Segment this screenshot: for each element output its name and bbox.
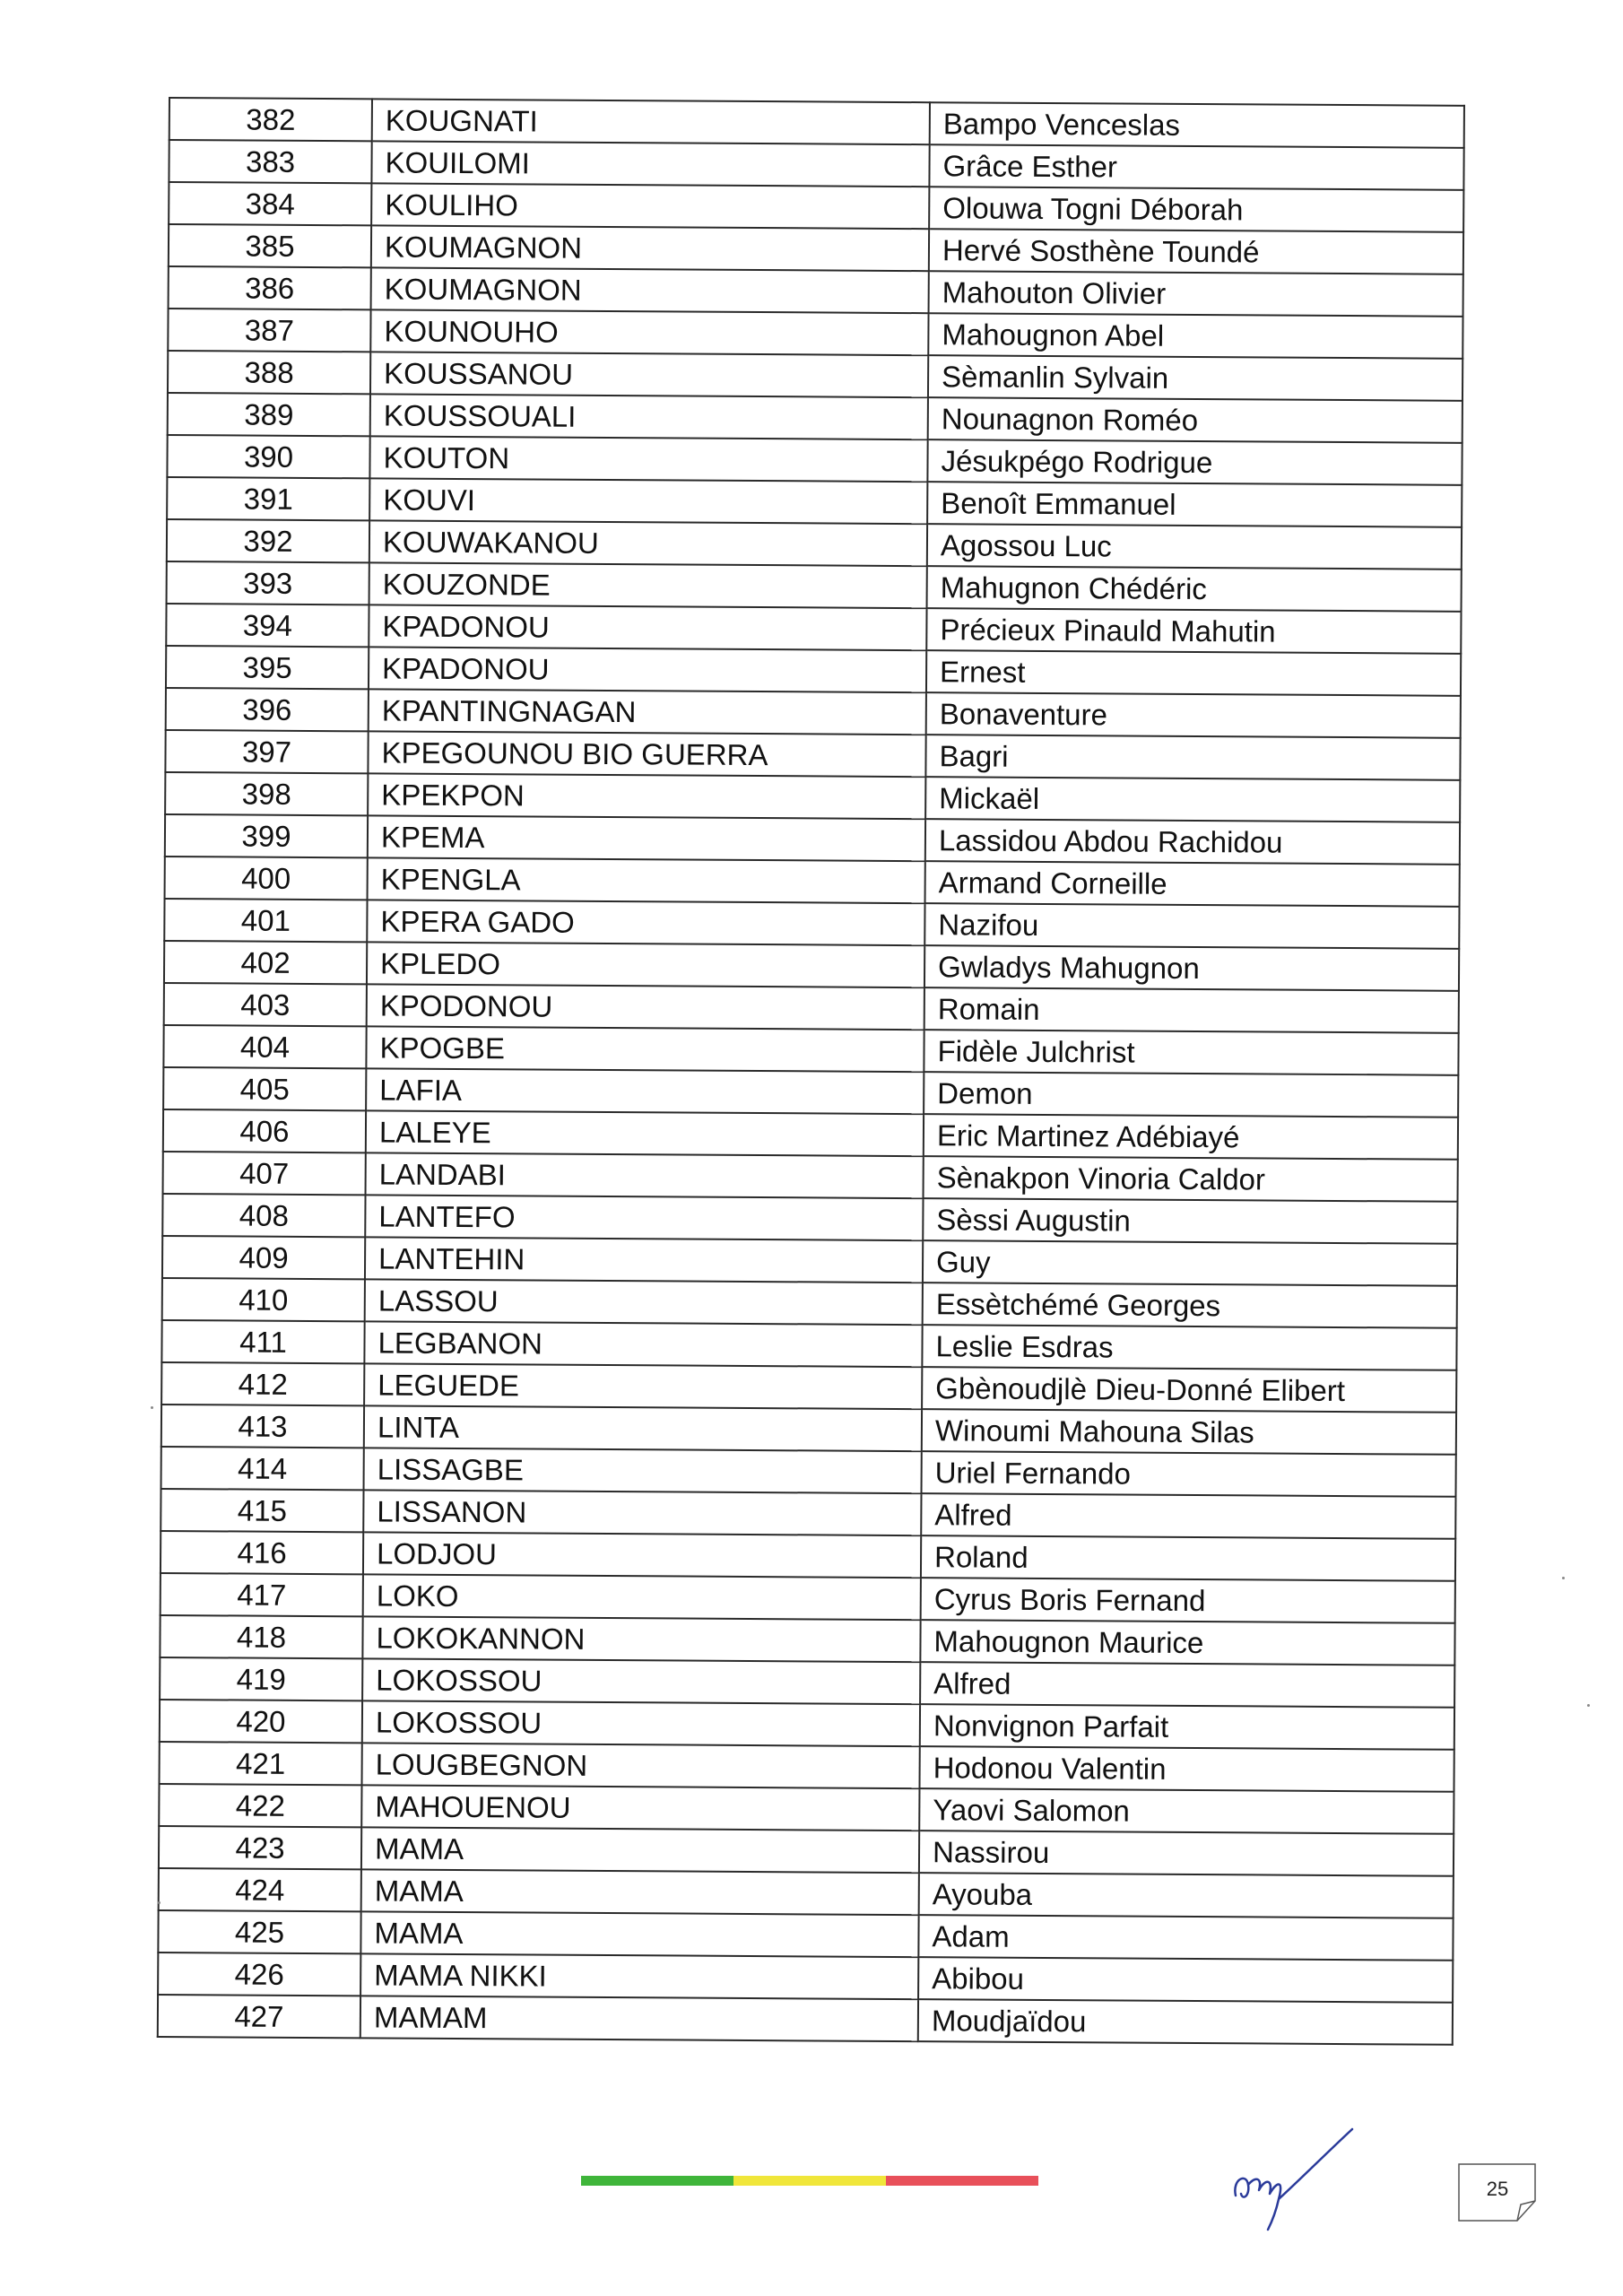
last-name-cell: KPANTINGNAGAN [369, 689, 926, 735]
first-name-cell: Winoumi Mahouna Silas [922, 1409, 1456, 1455]
first-name-cell: Ernest [926, 650, 1461, 696]
row-number-cell: 406 [163, 1109, 366, 1152]
row-number-cell: 417 [161, 1573, 363, 1616]
last-name-cell: LISSAGBE [364, 1448, 922, 1493]
first-name-cell: Hodonou Valentin [919, 1746, 1454, 1792]
signature-initials [1228, 2126, 1363, 2233]
row-number-cell: 410 [162, 1278, 365, 1321]
first-name-cell: Cyrus Boris Fernand [921, 1578, 1455, 1623]
first-name-cell: Benoît Emmanuel [927, 482, 1462, 527]
row-number-cell: 397 [165, 730, 368, 773]
last-name-cell: MAHOUENOU [361, 1785, 919, 1831]
row-number-cell: 409 [162, 1236, 365, 1279]
first-name-cell: Mickaël [925, 777, 1460, 822]
row-number-cell: 419 [160, 1657, 362, 1700]
row-number-cell: 386 [169, 266, 371, 309]
last-name-cell: KOUVI [369, 478, 927, 524]
first-name-cell: Guy [923, 1240, 1457, 1286]
row-number-cell: 385 [169, 224, 371, 267]
row-number-cell: 395 [166, 646, 369, 689]
last-name-cell: KPEKPON [368, 773, 925, 819]
last-name-cell: KPEMA [368, 815, 925, 861]
row-number-cell: 387 [168, 309, 370, 352]
last-name-cell: KPADONOU [369, 647, 926, 692]
row-number-cell: 426 [158, 1952, 360, 1996]
flag-stripe-yellow [733, 2176, 886, 2186]
flag-color-bar [581, 2176, 1038, 2186]
last-name-cell: KPENGLA [368, 857, 925, 903]
first-name-cell: Jésukpégo Rodrigue [927, 439, 1462, 485]
last-name-cell: MAMA [360, 1911, 918, 1957]
last-name-cell: LANTEHIN [365, 1237, 923, 1283]
table-row [158, 1995, 1453, 2045]
first-name-cell: Mahugnon Chédéric [927, 566, 1462, 612]
last-name-cell: LODJOU [363, 1532, 921, 1578]
row-number-cell: 390 [167, 435, 369, 478]
first-name-cell: Sèmanlin Sylvain [928, 355, 1462, 401]
last-name-cell: LALEYE [366, 1110, 924, 1156]
first-name-cell: Leslie Esdras [922, 1325, 1456, 1370]
last-name-cell: MAMA [361, 1869, 919, 1915]
row-number-cell: 427 [158, 1995, 360, 2038]
row-number-cell: 418 [160, 1615, 362, 1658]
first-name-cell: Abibou [918, 1957, 1453, 2003]
scan-speck [151, 1406, 153, 1409]
row-number-cell: 382 [169, 98, 372, 141]
first-name-cell: Bagri [925, 735, 1460, 780]
flag-stripe-red [886, 2176, 1038, 2186]
row-number-cell: 421 [160, 1742, 362, 1785]
last-name-cell: MAMAM [360, 1996, 918, 2041]
row-number-cell: 383 [169, 140, 371, 183]
roster-table [157, 97, 1465, 2046]
row-number-cell: 425 [158, 1910, 360, 1953]
last-name-cell: KPADONOU [369, 604, 926, 650]
first-name-cell: Roland [921, 1535, 1455, 1581]
first-name-cell: Sènakpon Vinoria Caldor [924, 1156, 1458, 1202]
first-name-cell: Uriel Fernando [922, 1451, 1456, 1497]
last-name-cell: LASSOU [365, 1279, 923, 1325]
row-number-cell: 413 [161, 1405, 364, 1448]
first-name-cell: Bampo Venceslas [930, 102, 1464, 148]
last-name-cell: KOUSSANOU [370, 352, 928, 397]
row-number-cell: 401 [164, 899, 367, 942]
first-name-cell: Grâce Esther [929, 144, 1463, 190]
first-name-cell: Nounagnon Roméo [928, 397, 1462, 443]
last-name-cell: KPERA GADO [367, 900, 924, 945]
last-name-cell: KOUWAKANOU [369, 520, 927, 566]
first-name-cell: Romain [924, 987, 1459, 1033]
first-name-cell: Hervé Sosthène Toundé [929, 229, 1463, 274]
row-number-cell: 415 [161, 1489, 363, 1532]
first-name-cell: Gwladys Mahugnon [924, 945, 1459, 991]
row-number-cell: 412 [161, 1362, 364, 1405]
first-name-cell: Nassirou [919, 1831, 1454, 1876]
last-name-cell: KPODONOU [367, 984, 924, 1030]
row-number-cell: 407 [163, 1152, 366, 1195]
first-name-cell: Bonaventure [926, 692, 1461, 738]
row-number-cell: 422 [159, 1784, 361, 1827]
row-number-cell: 384 [169, 182, 371, 225]
row-number-cell: 411 [161, 1320, 364, 1363]
last-name-cell: KOULIHO [371, 183, 929, 229]
first-name-cell: Ayouba [919, 1873, 1454, 1918]
first-name-cell: Fidèle Julchrist [924, 1030, 1458, 1075]
row-number-cell: 400 [165, 857, 368, 900]
row-number-cell: 394 [166, 604, 369, 647]
row-number-cell: 414 [161, 1447, 364, 1490]
first-name-cell: Armand Corneille [925, 861, 1460, 907]
last-name-cell: LOKOKANNON [362, 1616, 920, 1662]
first-name-cell: Agossou Luc [927, 524, 1462, 570]
row-number-cell: 416 [161, 1531, 363, 1574]
row-number-cell: 396 [166, 688, 369, 731]
first-name-cell: Gbènoudjlè Dieu-Donné Elibert [922, 1367, 1456, 1413]
last-name-cell: MAMA NIKKI [360, 1953, 918, 1999]
row-number-cell: 389 [168, 393, 370, 436]
last-name-cell: LAFIA [366, 1068, 924, 1114]
first-name-cell: Yaovi Salomon [919, 1788, 1454, 1834]
first-name-cell: Essètchémé Georges [923, 1283, 1457, 1328]
last-name-cell: LISSANON [363, 1490, 921, 1535]
first-name-cell: Nazifou [924, 903, 1459, 949]
last-name-cell: KOUMAGNON [371, 225, 929, 271]
last-name-cell: KOUNOUHO [370, 309, 928, 355]
last-name-cell: LOKO [363, 1574, 921, 1620]
last-name-cell: LOUGBEGNON [362, 1743, 920, 1788]
first-name-cell: Mahougnon Abel [928, 313, 1462, 359]
last-name-cell: KPEGOUNOU BIO GUERRA [368, 731, 925, 777]
page-number: 25 [1486, 2178, 1509, 2200]
first-name-cell: Adam [918, 1915, 1453, 1961]
scan-speck [158, 1901, 161, 1904]
last-name-cell: KOUMAGNON [371, 267, 929, 313]
row-number-cell: 424 [159, 1868, 361, 1911]
row-number-cell: 423 [159, 1826, 361, 1869]
last-name-cell: KOUTON [369, 436, 927, 482]
row-number-cell: 399 [165, 814, 368, 857]
row-number-cell: 420 [160, 1700, 362, 1743]
last-name-cell: LANTEFO [365, 1195, 923, 1240]
first-name-cell: Alfred [920, 1662, 1454, 1708]
row-number-cell: 391 [167, 477, 369, 520]
scan-speck [1587, 1704, 1590, 1707]
row-number-cell: 405 [163, 1067, 366, 1110]
last-name-cell: LOKOSSOU [362, 1700, 920, 1746]
first-name-cell: Olouwa Togni Déborah [929, 187, 1463, 232]
first-name-cell: Mahouton Olivier [929, 271, 1463, 317]
first-name-cell: Nonvignon Parfait [920, 1704, 1454, 1750]
last-name-cell: KPLEDO [367, 942, 924, 987]
first-name-cell: Alfred [921, 1493, 1455, 1539]
flag-stripe-green [581, 2176, 733, 2186]
row-number-cell: 388 [168, 351, 370, 394]
first-name-cell: Eric Martinez Adébiayé [924, 1114, 1458, 1160]
row-number-cell: 403 [164, 983, 367, 1026]
row-number-cell: 408 [162, 1194, 365, 1237]
last-name-cell: LOKOSSOU [362, 1658, 920, 1704]
last-name-cell: LEGBANON [364, 1321, 922, 1367]
row-number-cell: 398 [165, 772, 368, 815]
last-name-cell: MAMA [361, 1827, 919, 1873]
first-name-cell: Précieux Pinauld Mahutin [926, 608, 1461, 654]
last-name-cell: LINTA [364, 1405, 922, 1451]
last-name-cell: KPOGBE [366, 1026, 924, 1072]
last-name-cell: LEGUEDE [364, 1363, 922, 1409]
row-number-cell: 392 [167, 519, 369, 562]
last-name-cell: KOUILOMI [371, 141, 929, 187]
last-name-cell: KOUSSOUALI [370, 394, 928, 439]
last-name-cell: KOUGNATI [372, 99, 930, 144]
first-name-cell: Moudjaïdou [918, 1999, 1453, 2045]
first-name-cell: Demon [924, 1072, 1458, 1118]
first-name-cell: Sèssi Augustin [923, 1198, 1457, 1244]
first-name-cell: Lassidou Abdou Rachidou [925, 819, 1460, 865]
last-name-cell: LANDABI [366, 1152, 924, 1198]
row-number-cell: 404 [163, 1025, 366, 1068]
roster-body [158, 98, 1464, 2045]
row-number-cell: 393 [167, 561, 369, 604]
first-name-cell: Mahougnon Maurice [920, 1620, 1454, 1665]
scan-speck [1562, 1577, 1565, 1579]
last-name-cell: KOUZONDE [369, 562, 927, 608]
row-number-cell: 402 [164, 941, 367, 984]
